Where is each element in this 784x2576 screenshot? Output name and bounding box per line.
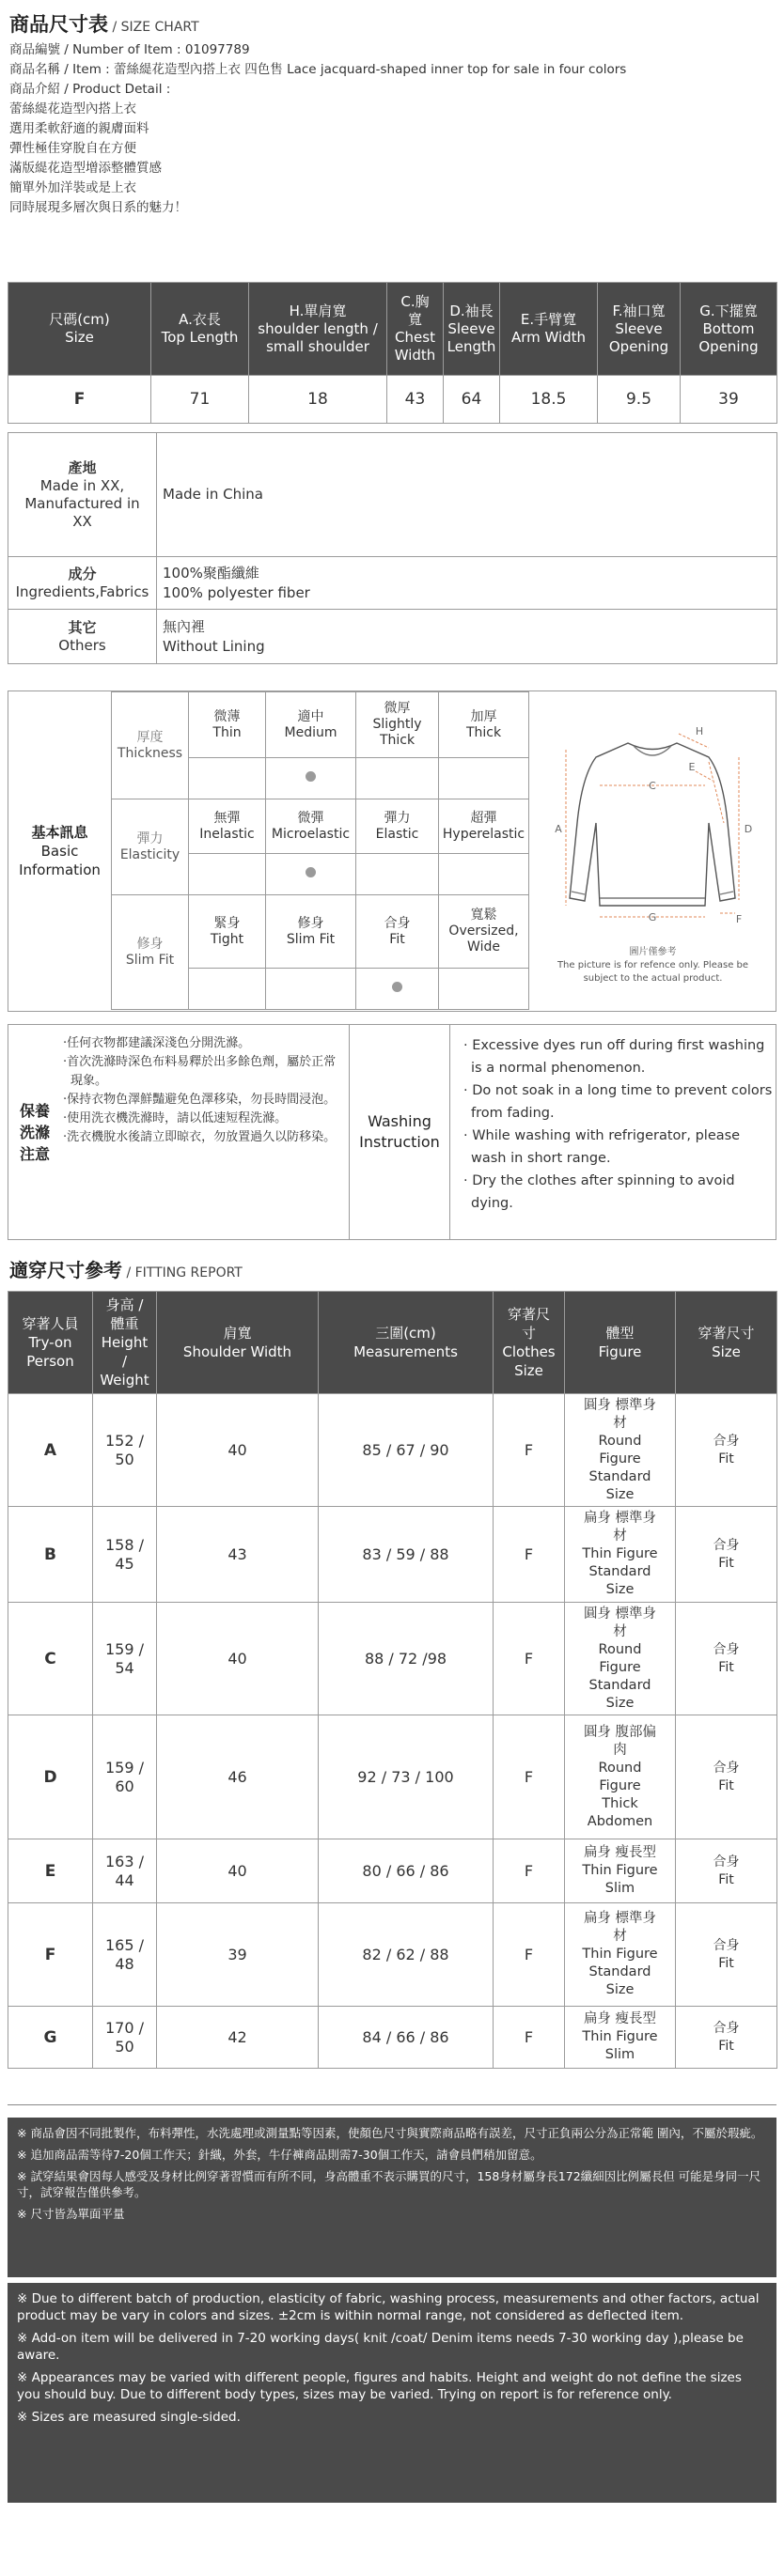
header-measurements: 三圍(cm) Measurements bbox=[319, 1292, 494, 1394]
fitting-header-row bbox=[8, 1292, 777, 1394]
fit-size: 合身 Fit bbox=[676, 1603, 777, 1715]
washing-item-en: · While washing with refrigerator, please wash in short range. bbox=[463, 1128, 741, 1166]
dot-cell bbox=[356, 969, 439, 1010]
note-cn: ※ 試穿結果會因每人感受及身材比例穿著習慣而有所不同，身高體重不表示購買的尺寸，158身材屬身長172纖細因比例屬長但 可能是身同一尺寸，試穿報告僅供參考。 bbox=[17, 2169, 761, 2199]
header-figure: 體型 Figure bbox=[565, 1292, 676, 1394]
product-detail-line: 蕾絲緹花造型內搭上衣 bbox=[9, 101, 136, 116]
basic-information-block bbox=[8, 691, 776, 1012]
height-weight: 159 / 60 bbox=[93, 1715, 157, 1839]
washing-item-en: · Dry the clothes after spinning to avoid dying. bbox=[463, 1173, 735, 1211]
shoulder-width: 46 bbox=[157, 1715, 319, 1839]
header-shoulder: H.單肩寬 shoulder length / small shoulder bbox=[249, 283, 387, 376]
option-medium: 適中 Medium bbox=[266, 692, 356, 758]
fitting-row bbox=[8, 1839, 777, 1903]
measurements: 92 / 73 / 100 bbox=[319, 1715, 494, 1839]
product-detail-line: 選用柔軟舒適的親膚面料 bbox=[9, 121, 149, 136]
fitting-row bbox=[8, 1507, 777, 1603]
option-slim-fit: 修身 Slim Fit bbox=[266, 895, 356, 969]
selected-dot bbox=[306, 771, 316, 782]
washing-item-cn: ·保持衣物色澤鮮豔避免色澤移染，勿長時間浸泡。 bbox=[63, 1093, 337, 1107]
origin-value: Made in China bbox=[157, 433, 777, 557]
washing-item-en: · Excessive dyes run off during first washing is a normal phenomenon. bbox=[463, 1038, 765, 1076]
dot-cell bbox=[439, 969, 529, 1010]
height-weight: 159 / 54 bbox=[93, 1603, 157, 1715]
header-shoulder-width: 肩寬 Shoulder Width bbox=[157, 1292, 319, 1394]
product-header bbox=[9, 11, 775, 218]
person-name: A bbox=[8, 1394, 93, 1507]
option-inelastic: 無彈 Inelastic bbox=[189, 799, 266, 854]
header-arm-width: E.手臂寬 Arm Width bbox=[500, 283, 598, 376]
person-name: B bbox=[8, 1507, 93, 1603]
fitting-row bbox=[8, 1715, 777, 1839]
person-name: F bbox=[8, 1903, 93, 2007]
header-top-length: A.衣長 Top Length bbox=[151, 283, 249, 376]
note-cn: ※ 商品會因不同批製作，布料彈性，水洗處理或測量點等因素，使顏色尺寸與實際商品略有誤差，尺寸正負兩公分為正常範 圍內，不屬於瑕疵。 bbox=[17, 2126, 763, 2140]
header-clothes-size: 穿著尺 寸 Clothes Size bbox=[494, 1292, 565, 1394]
dot-cell bbox=[189, 969, 266, 1010]
figure-type: 圓身 標準身 材 Round Figure Standard Size bbox=[565, 1603, 676, 1715]
dot-cell bbox=[439, 758, 529, 799]
note-en: ※ Sizes are measured single-sided. bbox=[17, 2410, 241, 2425]
fitting-report-title: 適穿尺寸參考 / FITTING REPORT bbox=[9, 1259, 243, 1281]
option-microelastic: 微彈 Microelastic bbox=[266, 799, 356, 854]
shoulder-width: 42 bbox=[157, 2007, 319, 2069]
dot-cell bbox=[266, 758, 356, 799]
shoulder-width: 39 bbox=[157, 1903, 319, 2007]
product-detail-line: 彈性極佳穿脫自在方便 bbox=[9, 141, 136, 156]
clothes-size: F bbox=[494, 1903, 565, 2007]
fitting-report-table bbox=[8, 1291, 777, 2069]
letter-c: C bbox=[649, 780, 656, 792]
header-chest-width: C.胸 寬 Chest Width bbox=[387, 283, 444, 376]
note-en: ※ Due to different batch of production, elasticity of fabric, washing process, measurements and other factors, actual product may be vary in colors and sizes. ±2cm is within normal range, not considered as deflected item. bbox=[17, 2291, 760, 2323]
header-person: 穿著人員 Try-on Person bbox=[8, 1292, 93, 1394]
person-name: G bbox=[8, 2007, 93, 2069]
figure-type: 圓身 標準身 材 Round Figure Standard Size bbox=[565, 1394, 676, 1507]
fit-size: 合身 Fit bbox=[676, 1394, 777, 1507]
dot-cell bbox=[266, 854, 356, 895]
sweater-diagram bbox=[530, 691, 776, 954]
others-label: 其它 Others bbox=[8, 610, 157, 664]
product-detail-line: 同時展現多層次與日系的魅力！ bbox=[9, 200, 187, 215]
letter-f: F bbox=[735, 913, 743, 925]
clothes-size: F bbox=[494, 2007, 565, 2069]
note-cn: ※ 尺寸皆為單面平量 bbox=[17, 2207, 125, 2221]
product-detail-line: 滿版緹花造型增添整體質感 bbox=[9, 161, 162, 176]
size-table-header-row bbox=[8, 283, 777, 376]
sleeve-opening-value: 9.5 bbox=[598, 376, 681, 424]
shoulder-width: 43 bbox=[157, 1507, 319, 1603]
chest-width-value: 43 bbox=[387, 376, 444, 424]
dot-cell bbox=[189, 758, 266, 799]
figure-type: 扁身 標準身 材 Thin Figure Standard Size bbox=[565, 1507, 676, 1603]
selected-dot bbox=[392, 982, 402, 992]
top-length-value: 71 bbox=[151, 376, 249, 424]
basic-info-grid bbox=[111, 691, 529, 1010]
washing-item-en: · Do not soak in a long time to prevent colors from fading. bbox=[463, 1083, 773, 1121]
header-height-weight: 身高 / 體重 Height / Weight bbox=[93, 1292, 157, 1394]
header-sleeve-opening: F.袖口寬 Sleeve Opening bbox=[598, 283, 681, 376]
garment-measurement-figure bbox=[530, 691, 776, 1011]
option-fit: 合身 Fit bbox=[356, 895, 439, 969]
person-name: D bbox=[8, 1715, 93, 1839]
figure-caption-en: The picture is for refence only. Please be subject to the actual product. bbox=[557, 960, 749, 984]
others-row bbox=[8, 610, 777, 664]
shoulder-width: 40 bbox=[157, 1603, 319, 1715]
ingredients-value: 100%聚酯纖維 100% polyester fiber bbox=[157, 557, 777, 610]
dot-cell bbox=[356, 758, 439, 799]
header-size: 尺碼(cm) Size bbox=[8, 283, 151, 376]
fitting-row bbox=[8, 2007, 777, 2069]
product-detail-line: 簡單外加洋裝或是上衣 bbox=[9, 180, 136, 195]
washing-item-cn: ·任何衣物都建議深淺色分開洗滌。 bbox=[63, 1036, 251, 1050]
clothes-size: F bbox=[494, 1507, 565, 1603]
item-name: 商品名稱 / Item : 蕾絲緹花造型內搭上衣 四色售 Lace jacquard-shaped inner top for sale in four colors bbox=[9, 62, 627, 77]
washing-items-en bbox=[456, 1034, 774, 1215]
others-value: 無內裡 Without Lining bbox=[157, 610, 777, 664]
height-weight: 163 / 44 bbox=[93, 1839, 157, 1903]
sleeve-length-value: 64 bbox=[444, 376, 500, 424]
option-hyperelastic: 超彈 Hyperelastic bbox=[439, 799, 529, 854]
measurements: 88 / 72 /98 bbox=[319, 1603, 494, 1715]
fitting-row bbox=[8, 1603, 777, 1715]
size-chart-title bbox=[9, 11, 775, 40]
title-en: / SIZE CHART bbox=[108, 20, 199, 35]
size-table bbox=[8, 282, 777, 424]
letter-a: A bbox=[555, 823, 562, 835]
size-value: F bbox=[8, 376, 151, 424]
washing-item-cn: ·洗衣機脫水後請立即晾衣，勿放置過久以防移染。 bbox=[63, 1130, 337, 1144]
fit-size: 合身 Fit bbox=[676, 1903, 777, 2007]
basic-info-label: 基本訊息 Basic Information bbox=[19, 824, 101, 878]
dot-cell bbox=[356, 854, 439, 895]
shoulder-value: 18 bbox=[249, 376, 387, 424]
option-thin: 微薄 Thin bbox=[189, 692, 266, 758]
dot-cell bbox=[189, 854, 266, 895]
shoulder-width: 40 bbox=[157, 1394, 319, 1507]
measurements: 85 / 67 / 90 bbox=[319, 1394, 494, 1507]
fit-size: 合身 Fit bbox=[676, 2007, 777, 2069]
fit-size: 合身 Fit bbox=[676, 1839, 777, 1903]
origin-label: 產地 Made in XX, Manufactured in XX bbox=[8, 433, 157, 557]
dot-cell bbox=[439, 854, 529, 895]
header-sleeve-length: D.袖長 Sleeve Length bbox=[444, 283, 500, 376]
arm-width-value: 18.5 bbox=[500, 376, 598, 424]
washing-label-cn: 保養 洗滌 注意 bbox=[19, 1101, 50, 1163]
height-weight: 152 / 50 bbox=[93, 1394, 157, 1507]
bottom-opening-value: 39 bbox=[681, 376, 777, 424]
thickness-label: 厚度 Thickness bbox=[112, 692, 189, 799]
option-oversized: 寬鬆 Oversized, Wide bbox=[439, 895, 529, 969]
letter-h: H bbox=[695, 725, 704, 737]
notes-cn bbox=[8, 2118, 776, 2277]
size-table-row bbox=[8, 376, 777, 424]
header-bottom-opening: G.下擺寬 Bottom Opening bbox=[681, 283, 777, 376]
fit-size: 合身 Fit bbox=[676, 1715, 777, 1839]
option-elastic: 彈力 Elastic bbox=[356, 799, 439, 854]
title-cn: 商品尺寸表 bbox=[9, 13, 108, 36]
clothes-size: F bbox=[494, 1603, 565, 1715]
fit-size: 合身 Fit bbox=[676, 1507, 777, 1603]
option-slightly-thick: 微厚 Slightly Thick bbox=[356, 692, 439, 758]
washing-item-cn: ·首次洗滌時深色布料易釋於出多餘色劑，屬於正常現象。 bbox=[63, 1055, 337, 1088]
option-tight: 緊身 Tight bbox=[189, 895, 266, 969]
person-name: E bbox=[8, 1839, 93, 1903]
clothes-size: F bbox=[494, 1839, 565, 1903]
option-thick: 加厚 Thick bbox=[439, 692, 529, 758]
ingredients-label: 成分 Ingredients,Fabrics bbox=[8, 557, 157, 610]
height-weight: 158 / 45 bbox=[93, 1507, 157, 1603]
ingredients-row bbox=[8, 557, 777, 610]
figure-caption-cn: 圖片僅參考 bbox=[629, 947, 677, 957]
elasticity-label: 彈力 Elasticity bbox=[112, 799, 189, 895]
slimfit-label: 修身 Slim Fit bbox=[112, 895, 189, 1010]
clothes-size: F bbox=[494, 1715, 565, 1839]
measurements: 84 / 66 / 86 bbox=[319, 2007, 494, 2069]
washing-instruction-block bbox=[8, 1024, 776, 1240]
washing-items-cn bbox=[63, 1034, 345, 1147]
fitting-row bbox=[8, 1394, 777, 1507]
note-cn: ※ 追加商品需等待7-20個工作天；針織，外套，牛仔褲商品則需7-30個工作天，請會員們稍加留意。 bbox=[17, 2148, 542, 2162]
measurements: 82 / 62 / 88 bbox=[319, 1903, 494, 2007]
origin-row bbox=[8, 433, 777, 557]
header-fit-size: 穿著尺寸 Size bbox=[676, 1292, 777, 1394]
shoulder-width: 40 bbox=[157, 1839, 319, 1903]
letter-e: E bbox=[688, 761, 696, 773]
slimfit-options-row bbox=[112, 895, 529, 969]
figure-type: 扁身 瘦長型 Thin Figure Slim bbox=[565, 2007, 676, 2069]
washing-label-en: Washing Instruction bbox=[349, 1025, 450, 1239]
product-info-table bbox=[8, 432, 777, 664]
clothes-size: F bbox=[494, 1394, 565, 1507]
measurements: 83 / 59 / 88 bbox=[319, 1507, 494, 1603]
fitting-body bbox=[8, 1394, 777, 2069]
note-en: ※ Appearances may be varied with different people, figures and habits. Height and weight do not define the sizes you should buy. Due to different body types, sizes may be varied. Trying on report is for reference only. bbox=[17, 2370, 742, 2402]
height-weight: 165 / 48 bbox=[93, 1903, 157, 2007]
height-weight: 170 / 50 bbox=[93, 2007, 157, 2069]
washing-item-cn: ·使用洗衣機洗滌時，請以低速短程洗滌。 bbox=[63, 1111, 288, 1125]
item-number: 商品編號 / Number of Item : 01097789 bbox=[9, 42, 250, 57]
product-detail-label: 商品介紹 / Product Detail : bbox=[9, 82, 171, 97]
figure-type: 扁身 標準身 材 Thin Figure Standard Size bbox=[565, 1903, 676, 2007]
person-name: C bbox=[8, 1603, 93, 1715]
fitting-row bbox=[8, 1903, 777, 2007]
figure-type: 圓身 腹部偏 肉 Round Figure Thick Abdomen bbox=[565, 1715, 676, 1839]
letter-d: D bbox=[744, 823, 753, 835]
selected-dot bbox=[306, 867, 316, 877]
letter-g: G bbox=[648, 911, 657, 923]
notes-en bbox=[8, 2283, 776, 2503]
elasticity-options-row bbox=[112, 799, 529, 854]
note-en: ※ Add-on item will be delivered in 7-20 working days( knit /coat/ Denim items needs 7-30 working day ),please be aware. bbox=[17, 2331, 744, 2363]
divider bbox=[8, 2104, 776, 2105]
measurements: 80 / 66 / 86 bbox=[319, 1839, 494, 1903]
figure-type: 扁身 瘦長型 Thin Figure Slim bbox=[565, 1839, 676, 1903]
thickness-options-row bbox=[112, 692, 529, 758]
dot-cell bbox=[266, 969, 356, 1010]
